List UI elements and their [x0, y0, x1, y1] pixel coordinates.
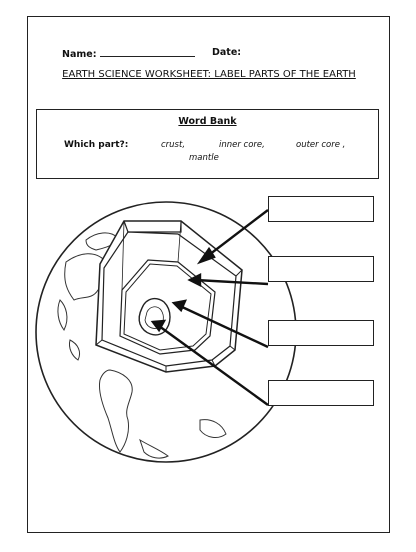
word-outer-core: outer core ,: [296, 140, 346, 150]
label-box-4[interactable]: [268, 380, 374, 406]
date-label: Date:: [212, 47, 242, 58]
word-crust: crust,: [161, 140, 186, 150]
worksheet-title: EARTH SCIENCE WORKSHEET: LABEL PARTS OF THE EARTH: [62, 69, 356, 80]
label-box-1[interactable]: [268, 196, 374, 222]
word-bank-question: Which part?:: [64, 140, 129, 150]
label-box-3[interactable]: [268, 320, 374, 346]
word-bank-title: Word Bank: [178, 116, 237, 127]
name-label: Name:: [62, 49, 97, 60]
word-inner-core: inner core,: [219, 140, 265, 150]
word-mantle: mantle: [189, 153, 219, 163]
label-box-2[interactable]: [268, 256, 374, 282]
